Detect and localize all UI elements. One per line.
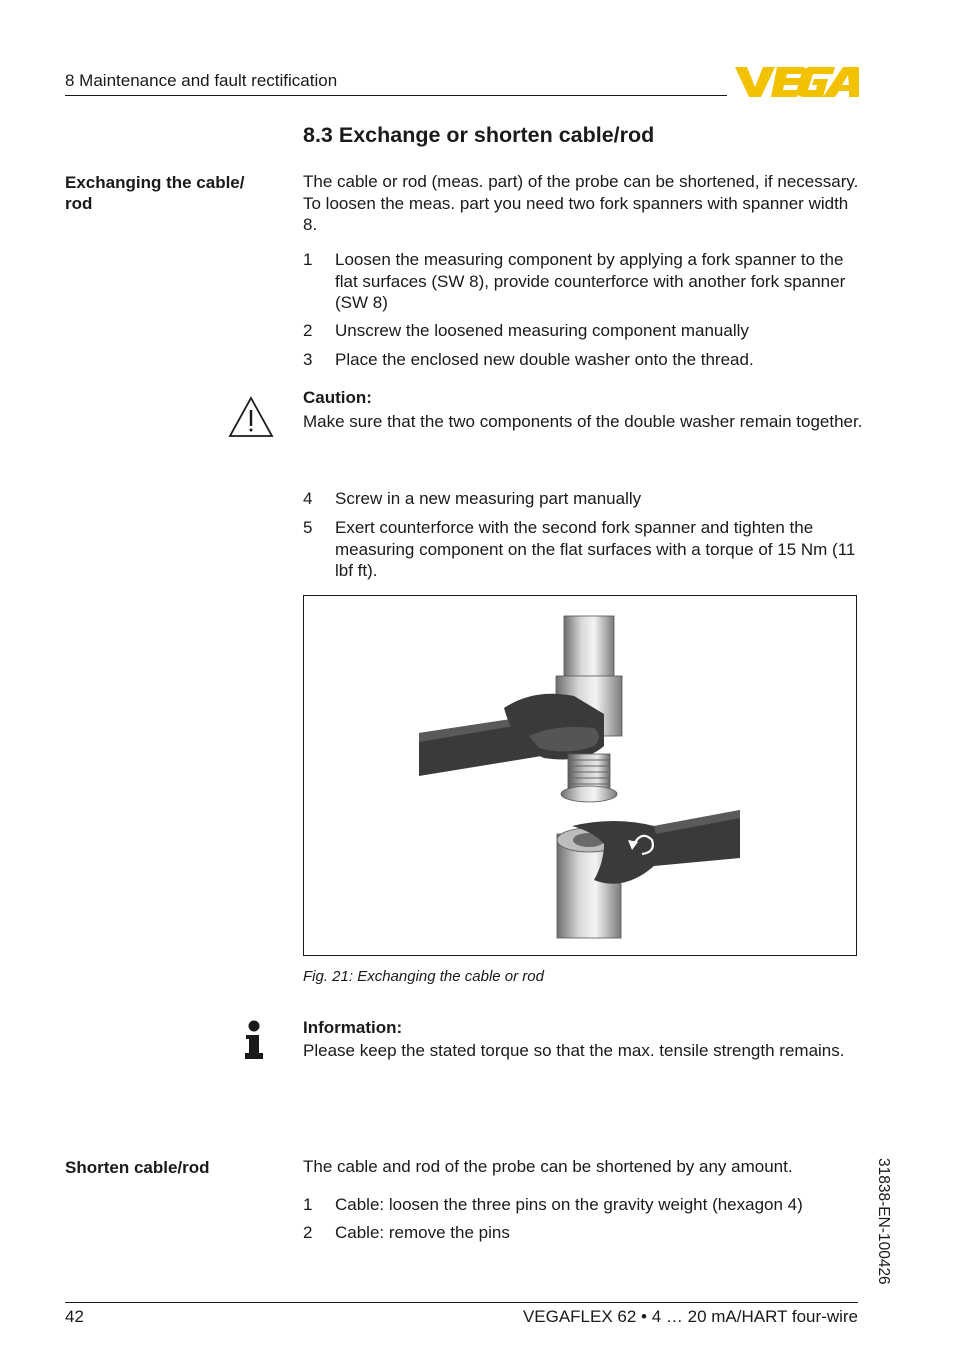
page-number: 42 [65, 1307, 84, 1326]
list-text: Loosen the measuring component by applying a fork spanner to the flat surfaces (SW 8), provide counterforce with another fork spanner (SW 8) [335, 250, 846, 312]
shorten-intro: The cable and rod of the probe can be shortened by any amount. [303, 1157, 793, 1176]
figure-frame [303, 595, 857, 956]
list-item [303, 320, 863, 342]
list-text: Place the enclosed new double washer onto the thread. [335, 350, 754, 369]
list-item [303, 517, 863, 582]
list-text: Screw in a new measuring part manually [335, 489, 642, 508]
list-number: 4 [303, 489, 313, 508]
list-item [303, 1194, 863, 1216]
list-number: 2 [303, 1223, 313, 1242]
header-rule [65, 95, 727, 96]
list-number: 1 [303, 1195, 313, 1214]
list-item [303, 249, 863, 314]
document-id: 31838-EN-100426 [875, 1158, 892, 1285]
product-name: VEGAFLEX 62 • 4 … 20 mA/HART four-wire [522, 1307, 858, 1326]
side-label-exchanging: Exchanging the cable/ rod [65, 173, 245, 213]
list-number: 1 [303, 250, 313, 269]
exchanging-intro: The cable or rod (meas. part) of the probe can be shortened, if necessary. To loosen the meas. part you need two fork spanners with spanner width 8. [303, 172, 859, 234]
warning-triangle-icon [228, 396, 274, 438]
spanner-illustration [304, 596, 856, 955]
list-item [303, 1222, 863, 1244]
list-text: Cable: loosen the three pins on the gravity weight (hexagon 4) [335, 1195, 803, 1214]
caution-text: Make sure that the two components of the double washer remain together. [303, 412, 863, 431]
list-item [303, 349, 863, 371]
section-title: 8.3 Exchange or shorten cable/rod [303, 123, 655, 147]
list-item [303, 488, 863, 510]
information-title: Information: [303, 1018, 403, 1037]
list-text: Unscrew the loosened measuring component manually [335, 321, 749, 340]
side-label-shorten: Shorten cable/rod [65, 1158, 210, 1177]
caution-title: Caution: [303, 388, 372, 407]
chapter-header: 8 Maintenance and fault rectification [65, 71, 338, 90]
list-number: 3 [303, 350, 313, 369]
information-icon [244, 1020, 264, 1062]
list-text: Cable: remove the pins [335, 1223, 510, 1242]
vega-logo [735, 65, 859, 99]
footer-rule [65, 1302, 858, 1303]
list-text: Exert counterforce with the second fork spanner and tighten the measuring component on the flat surfaces with a torque of 15 Nm (11 lbf ft). [335, 518, 856, 580]
list-number: 5 [303, 518, 313, 537]
information-text: Please keep the stated torque so that the max. tensile strength remains. [303, 1041, 845, 1060]
list-number: 2 [303, 321, 313, 340]
figure-caption: Fig. 21: Exchanging the cable or rod [303, 968, 544, 985]
